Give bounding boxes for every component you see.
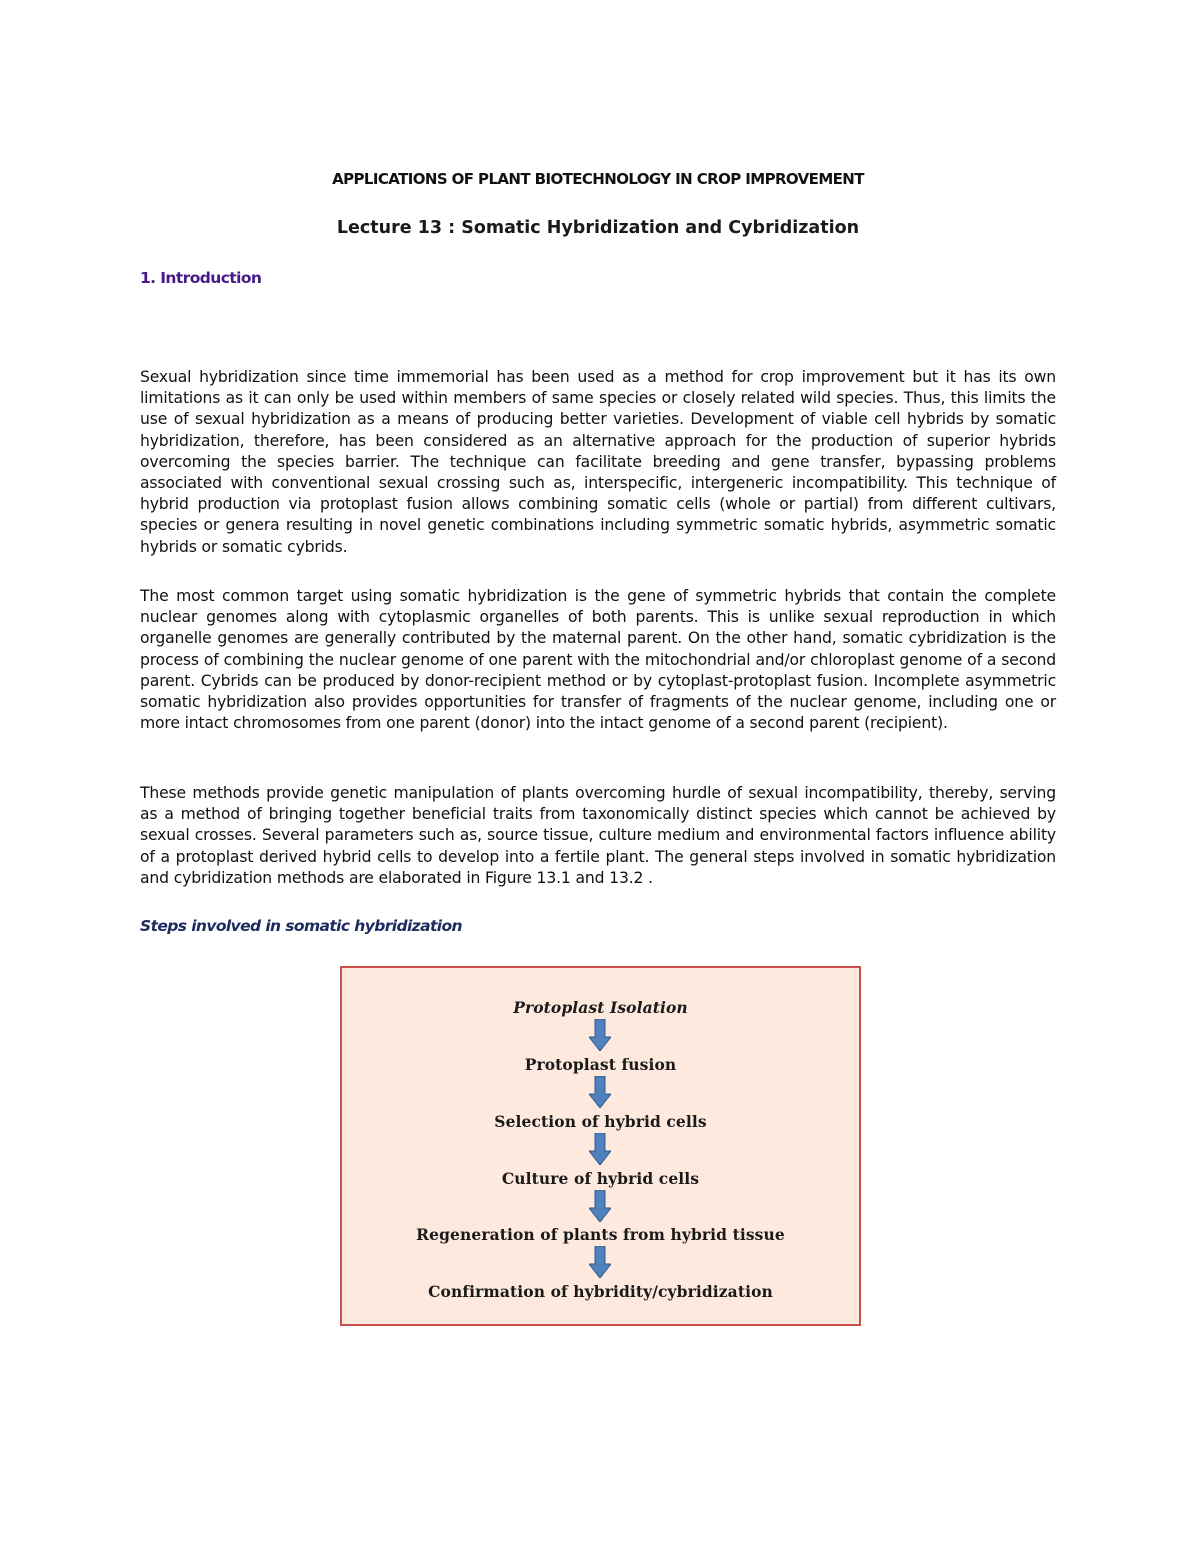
section-heading-introduction: 1. Introduction <box>140 269 262 287</box>
steps-heading: Steps involved in somatic hybridization <box>140 917 462 935</box>
flow-step: Protoplast Isolation <box>513 998 688 1017</box>
document-title: APPLICATIONS OF PLANT BIOTECHNOLOGY IN CROP IMPROVEMENT <box>332 170 864 188</box>
down-arrow-icon <box>589 1246 611 1278</box>
flow-step: Culture of hybrid cells <box>501 1169 700 1188</box>
flow-step: Protoplast fusion <box>524 1055 677 1074</box>
lecture-subtitle: Lecture 13 : Somatic Hybridization and Cybridization <box>336 218 860 238</box>
paragraph: The most common target using somatic hybridization is the gene of symmetric hybrids that contain the complete nuclear genomes along with cytoplasmic organelles of both parents. This is unlike sexual reproduction in which organelle genomes are generally contributed by the maternal parent. On the other hand, somatic cybridization is the process of combining the nuclear genome of one parent with the mitochondrial and/or chloroplast genome of a second parent. Cybrids can be produced by donor-recipient method or by cytoplast-protoplast fusion. Incomplete asymmetric somatic hybridization also provides opportunities for transfer of fragments of the nuclear genome, including one or more intact chromosomes from one parent (donor) into the intact genome of a second parent (recipient). <box>140 587 1056 733</box>
paragraph: Sexual hybridization since time immemorial has been used as a method for crop improvement but it has its own limitations as it can only be used within members of same species or closely related wild species. Thus, this limits the use of sexual hybridization as a means of producing better varieties. Development of viable cell hybrids by somatic hybridization, therefore, has been considered as an alternative approach for the production of superior hybrids overcoming the species barrier. The technique can facilitate breeding and gene transfer, bypassing problems associated with conventional sexual crossing such as, interspecific, intergeneric incompatibility. This technique of hybrid production via protoplast fusion allows combining somatic cells (whole or partial) from different cultivars, species or genera resulting in novel genetic combinations including symmetric somatic hybrids, asymmetric somatic hybrids or somatic cybrids. <box>140 368 1056 556</box>
down-arrow-icon <box>589 1076 611 1108</box>
down-arrow-icon <box>589 1019 611 1051</box>
flow-step: Confirmation of hybridity/cybridization <box>428 1282 773 1301</box>
down-arrow-icon <box>589 1133 611 1165</box>
document-page <box>140 0 1056 1553</box>
flowchart-figure <box>340 966 861 1326</box>
down-arrow-icon <box>589 1190 611 1222</box>
flow-step: Regeneration of plants from hybrid tissue <box>416 1225 785 1244</box>
flow-step: Selection of hybrid cells <box>494 1112 707 1131</box>
paragraph: These methods provide genetic manipulation of plants overcoming hurdle of sexual incompatibility, thereby, serving as a method of bringing together beneficial traits from taxonomically distinct species which cannot be achieved by sexual crosses. Several parameters such as, source tissue, culture medium and environmental factors influence ability of a protoplast derived hybrid cells to develop into a fertile plant. The general steps involved in somatic hybridization and cybridization methods are elaborated in Figure 13.1 and 13.2 . <box>140 784 1056 887</box>
